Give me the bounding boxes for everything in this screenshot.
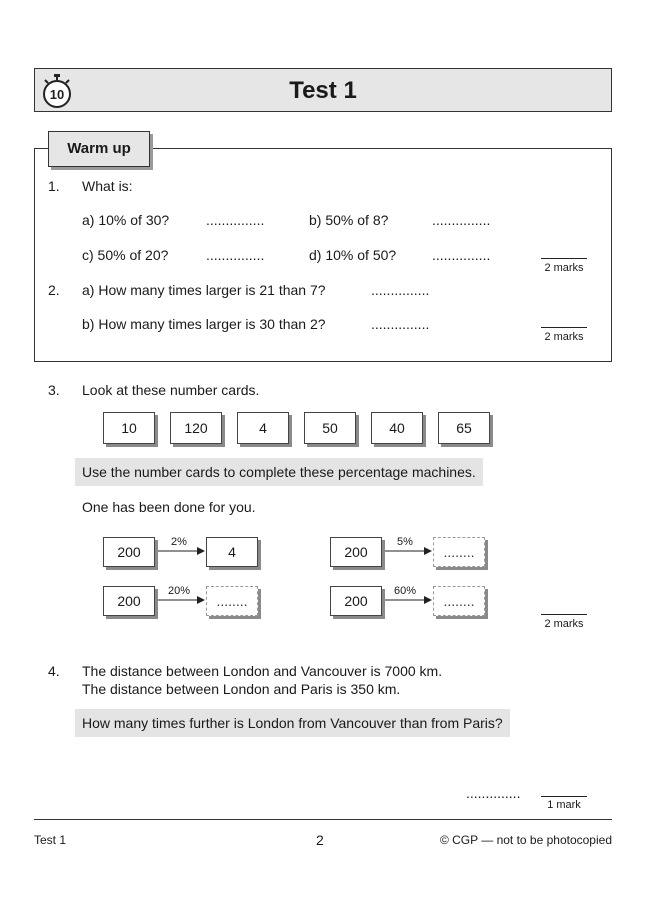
q2-mark-line — [541, 327, 587, 328]
q4-answer[interactable]: .............. — [466, 785, 521, 801]
q1-mark-line — [541, 258, 587, 259]
footer-divider — [34, 819, 612, 820]
q2b-label: b) How many times larger is 30 than 2? — [82, 316, 326, 332]
q3-note: One has been done for you. — [82, 499, 256, 515]
q1a-label: a) 10% of 30? — [82, 212, 170, 228]
q4-mark-line — [541, 796, 587, 797]
page-number: 2 — [316, 832, 324, 848]
number-card: 4 — [237, 412, 289, 444]
q2a-answer[interactable]: ............... — [371, 282, 430, 298]
q1-prompt: What is: — [82, 178, 133, 194]
number-card: 65 — [438, 412, 490, 444]
q1d-label: d) 10% of 50? — [309, 247, 397, 263]
number-card: 120 — [170, 412, 222, 444]
number-card: 40 — [371, 412, 423, 444]
footer-copyright: © CGP — not to be photocopied — [439, 833, 612, 847]
machine-input: 200 — [103, 586, 155, 616]
q2-marks: 2 marks — [544, 331, 584, 343]
machine-input: 200 — [330, 537, 382, 567]
title-bar — [34, 68, 612, 112]
q3-number: 3. — [48, 382, 60, 398]
q4-instruction: How many times further is London from Vancouver than from Paris? — [75, 709, 510, 737]
footer-left: Test 1 — [34, 833, 67, 847]
q1a-answer[interactable]: ............... — [206, 212, 265, 228]
q4-number: 4. — [48, 663, 60, 679]
warm-up-tab: Warm up — [48, 131, 150, 167]
q1b-answer[interactable]: ............... — [432, 212, 491, 228]
number-card: 50 — [304, 412, 356, 444]
q3-marks: 2 marks — [544, 618, 584, 630]
machine-input: 200 — [103, 537, 155, 567]
machine-output-blank[interactable]: ........ — [433, 586, 485, 616]
machine-percent: 2% — [171, 536, 187, 548]
q2b-answer[interactable]: ............... — [371, 316, 430, 332]
machine-output: 4 — [206, 537, 258, 567]
q3-instruction: Use the number cards to complete these percentage machines. — [75, 458, 483, 486]
q1d-answer[interactable]: ............... — [432, 247, 491, 263]
q4-line2: The distance between London and Paris is 350 km. — [82, 681, 401, 697]
q2-number: 2. — [48, 282, 60, 298]
timer-value: 10 — [49, 87, 65, 102]
machine-percent: 60% — [393, 585, 417, 597]
q4-marks: 1 mark — [547, 799, 581, 811]
q1-marks: 2 marks — [544, 262, 584, 274]
q1b-label: b) 50% of 8? — [309, 212, 389, 228]
machine-percent: 20% — [167, 585, 191, 597]
machine-output-blank[interactable]: ........ — [206, 586, 258, 616]
machine-output-blank[interactable]: ........ — [433, 537, 485, 567]
q4-line1: The distance between London and Vancouver is 7000 km. — [82, 663, 443, 679]
page-title: Test 1 — [289, 77, 357, 104]
q3-mark-line — [541, 614, 587, 615]
q1c-label: c) 50% of 20? — [82, 247, 169, 263]
q3-prompt: Look at these number cards. — [82, 382, 260, 398]
q2a-label: a) How many times larger is 21 than 7? — [82, 282, 326, 298]
machine-percent: 5% — [397, 536, 413, 548]
machine-input: 200 — [330, 586, 382, 616]
q1-number: 1. — [48, 178, 60, 194]
number-card: 10 — [103, 412, 155, 444]
q1c-answer[interactable]: ............... — [206, 247, 265, 263]
